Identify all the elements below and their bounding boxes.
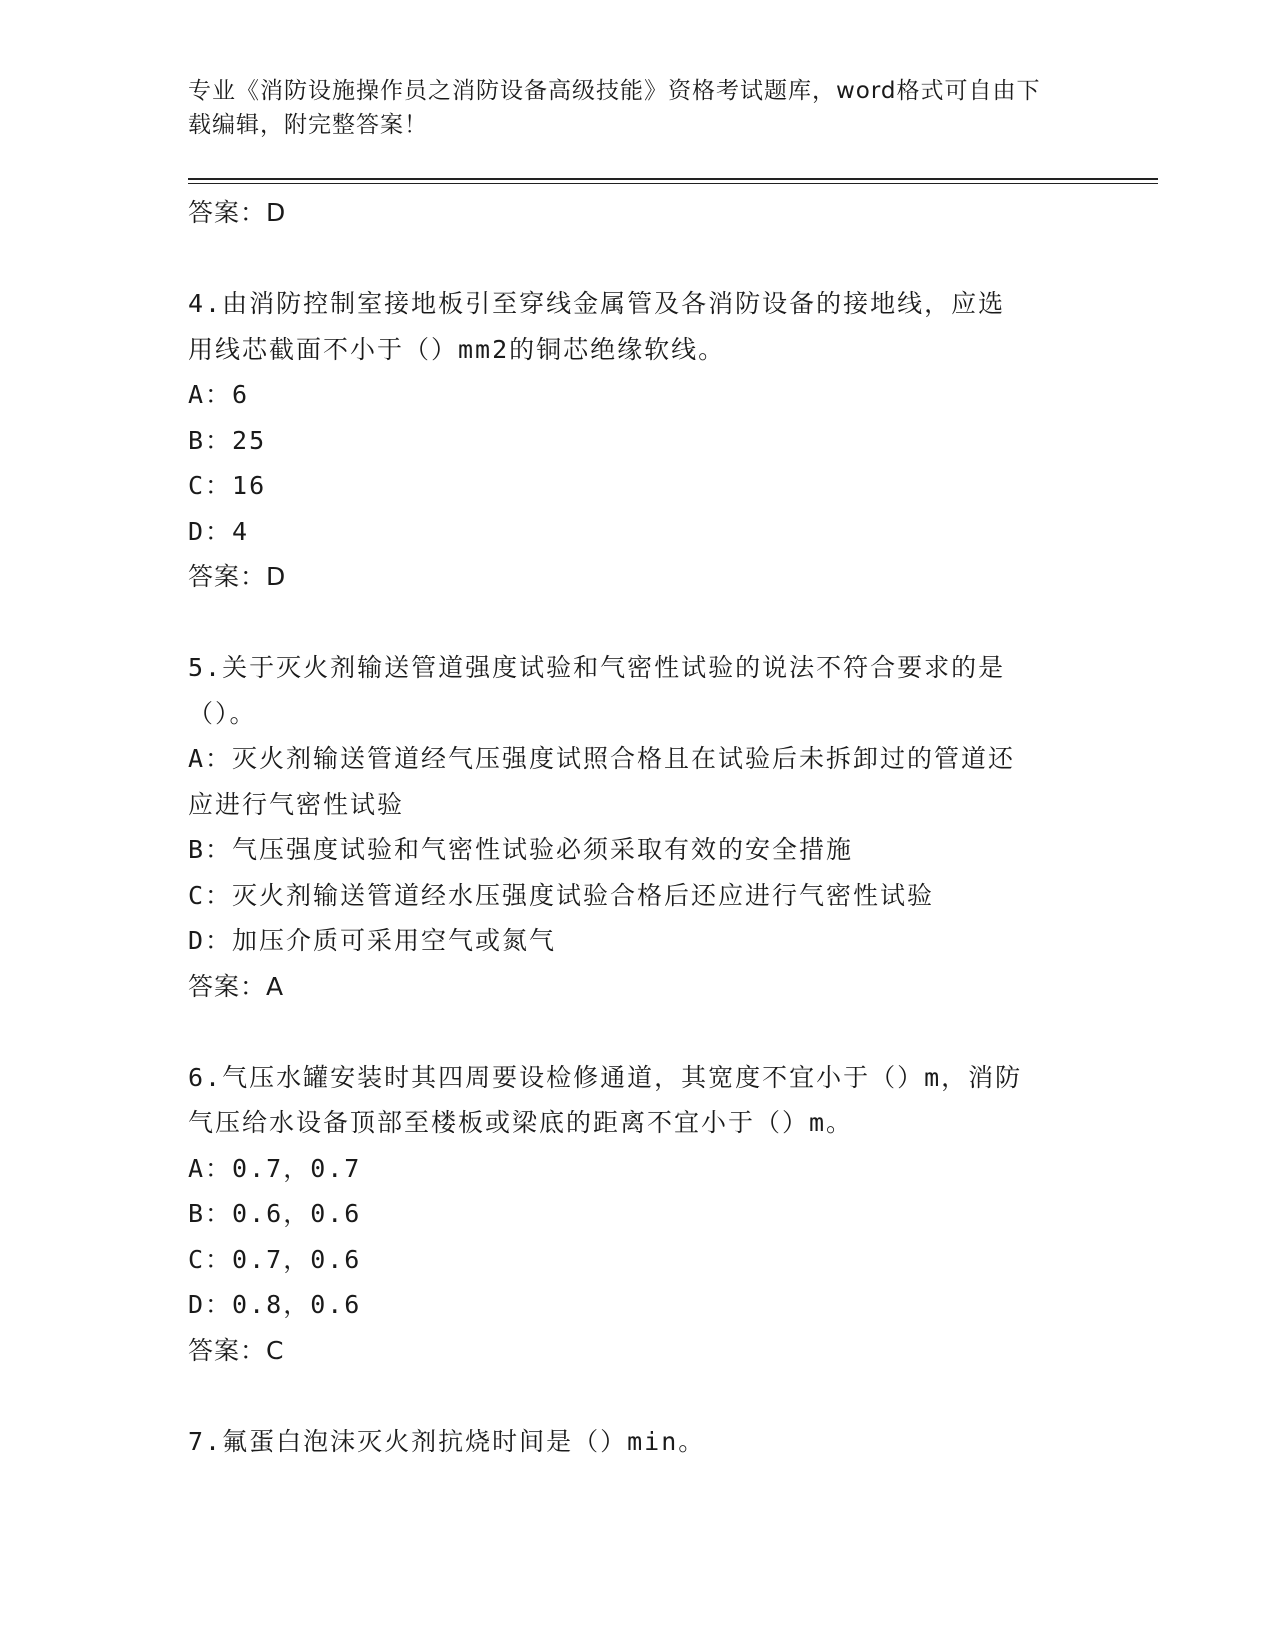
option-b: B：25	[188, 425, 267, 455]
option-a: A：灭火剂输送管道经气压强度试照合格且在试验后未拆卸过的管道还	[188, 744, 1016, 773]
option-d: D：加压介质可采用空气或氮气	[188, 926, 557, 955]
question-stem-line: 5.关于灭火剂输送管道强度试验和气密性试验的说法不符合要求的是	[188, 653, 1006, 682]
option-a: A：0.7，0.7	[188, 1153, 362, 1183]
question-stem-line: 6.气压水罐安装时其四周要设检修通道，其宽度不宜小于（）m，消防	[188, 1062, 1023, 1092]
previous-answer: 答案：D	[188, 198, 287, 227]
question-list	[188, 190, 1088, 1464]
question-stem-line: 4.由消防控制室接地板引至穿线金属管及各消防设备的接地线，应选	[188, 289, 1006, 318]
question-stem-line: （）。	[188, 698, 257, 728]
question-7	[188, 1419, 1088, 1465]
answer-line: 答案：C	[188, 1335, 285, 1365]
question-5	[188, 645, 1088, 1009]
option-d: D：4	[188, 516, 250, 546]
answer-line: 答案：D	[188, 562, 287, 591]
spacer	[188, 1373, 1088, 1419]
question-stem-line: 7.氟蛋白泡沫灭火剂抗烧时间是（）min。	[188, 1426, 706, 1456]
header-rule-thick	[188, 178, 1158, 180]
header-line-1: 专业《消防设施操作员之消防设备高级技能》资格考试题库，word格式可自由下	[188, 78, 1041, 104]
question-6	[188, 1055, 1088, 1374]
page-header	[188, 74, 1088, 142]
option-b: B：气压强度试验和气密性试验必须采取有效的安全措施	[188, 835, 854, 864]
option-c: C：0.7，0.6	[188, 1244, 362, 1274]
option-a: A：6	[188, 380, 250, 409]
question-stem-line: 用线芯截面不小于（）mm2的铜芯绝缘软线。	[188, 334, 726, 364]
spacer	[188, 600, 1088, 646]
option-b: B：0.6，0.6	[188, 1199, 362, 1228]
option-c: C：16	[188, 471, 267, 500]
option-a-continued: 应进行气密性试验	[188, 789, 405, 819]
spacer	[188, 1009, 1088, 1055]
document-page	[188, 0, 1158, 1650]
question-stem-line: 气压给水设备顶部至楼板或梁底的距离不宜小于（）m。	[188, 1108, 854, 1137]
header-rule-thin	[188, 183, 1158, 184]
option-c: C：灭火剂输送管道经水压强度试验合格后还应进行气密性试验	[188, 880, 935, 910]
spacer	[188, 236, 1088, 282]
option-d: D：0.8，0.6	[188, 1290, 362, 1319]
header-line-2: 载编辑，附完整答案！	[188, 112, 428, 138]
answer-line: 答案：A	[188, 971, 285, 1001]
question-4	[188, 281, 1088, 600]
